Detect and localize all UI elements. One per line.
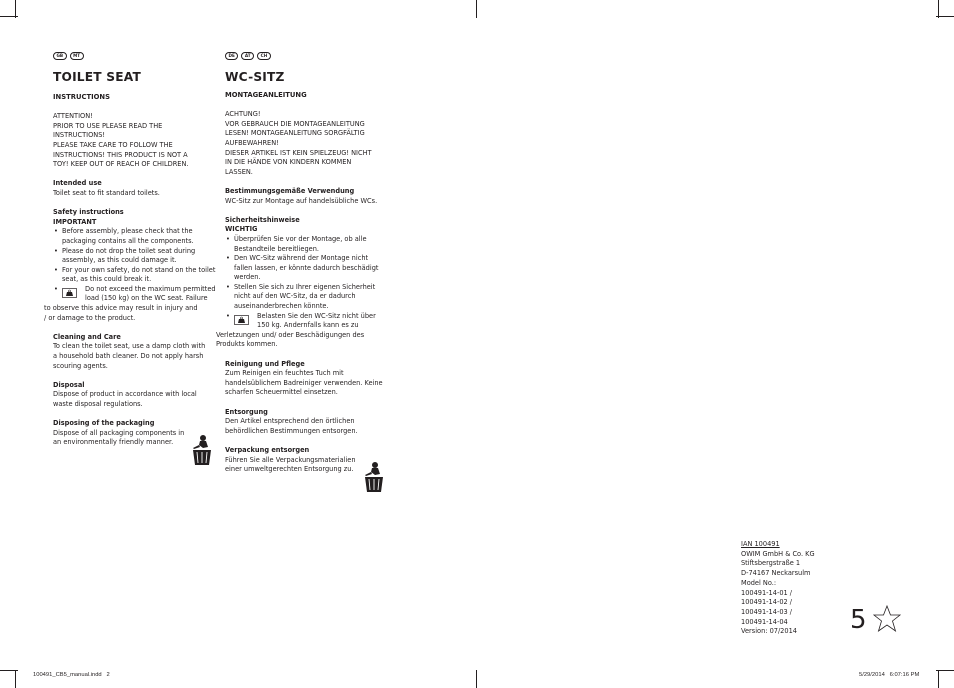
country-flags (225, 52, 390, 62)
cleaning-line: a household bath cleaner. Do not apply harsh (53, 352, 204, 361)
cleaning-heading: Cleaning and Care (53, 332, 121, 341)
list-item (53, 247, 218, 266)
crop-mark (936, 16, 954, 17)
warning-line: INSTRUCTIONS! (53, 131, 106, 140)
country-badge: CH (257, 52, 271, 60)
country-badge: GB (53, 52, 67, 60)
trash-bin-icon (190, 434, 214, 466)
list-item-line: Bestandteile bereitliegen. (234, 244, 319, 253)
section-title: TOILET SEAT (53, 70, 141, 84)
list-item-line: werden. (234, 273, 261, 282)
warning-line: IN DIE HÄNDE VON KINDERN KOMMEN (225, 158, 352, 167)
english-column (44, 52, 218, 448)
imprint (741, 540, 815, 637)
imprint-line: Version: 07/2014 (741, 627, 797, 636)
imprint-line: OWIM GmbH & Co. KG (741, 549, 815, 558)
country-badge: AT (241, 52, 254, 60)
weight-warning-icon (62, 288, 77, 298)
packaging-heading: Disposing of the packaging (53, 419, 155, 428)
list-item-line: auseinanderbrechen könnte. (234, 302, 329, 311)
warning-line: LESEN! MONTAGEANLEITUNG SORGFÄLTIG (225, 129, 365, 138)
imprint-line: 100491-14-02 / (741, 598, 793, 607)
section-subtitle: INSTRUCTIONS (53, 93, 111, 101)
crop-mark (936, 670, 954, 671)
list-item-line: • Überprüfen Sie vor der Montage, ob alle (234, 234, 367, 243)
intended-use-text: WC-Sitz zur Montage auf handelsübliche WCs. (225, 196, 378, 205)
intended-use-text: Toilet seat to fit standard toilets. (53, 188, 160, 197)
intended-use-heading: Intended use (53, 179, 102, 188)
imprint-line: 100491-14-03 / (741, 607, 793, 616)
warning-line: VOR GEBRAUCH DIE MONTAGEANLEITUNG (225, 119, 365, 128)
list-item-line: Verletzungen und/ oder Beschädigungen des (216, 330, 365, 339)
list-item-line: / or damage to the product. (44, 313, 136, 322)
list-item-line: • Do not exceed the maximum permitted (85, 284, 216, 293)
cleaning-heading: Reinigung und Pflege (225, 359, 305, 368)
safety-heading: Sicherheitshinweise (225, 215, 300, 224)
cleaning-line: Zum Reinigen ein feuchtes Tuch mit (225, 369, 344, 378)
list-item-line: load (150 kg) on the WC seat. Failure (85, 294, 208, 303)
list-item (225, 235, 390, 254)
imprint-line: IAN 100491 (741, 540, 780, 548)
list-item-line: • Belasten Sie den WC-Sitz nicht über (257, 311, 376, 320)
crop-mark (0, 16, 18, 17)
imprint-line: 100491-14-01 / (741, 588, 793, 597)
safety-heading: Safety instructions (53, 208, 124, 217)
warning-line: TOY! KEEP OUT OF REACH OF CHILDREN. (53, 160, 189, 169)
list-item-line: • Stellen Sie sich zu Ihrer eigenen Sicherheit (234, 282, 376, 291)
list-item (225, 283, 390, 312)
list-item-line: Produkts kommen. (216, 340, 278, 349)
list-item-line: • Before assembly, please check that the (62, 227, 193, 236)
intended-use-heading: Bestimmungsgemäße Verwendung (225, 186, 355, 195)
list-item (225, 254, 390, 283)
list-item-weight (216, 311, 390, 350)
list-item (53, 227, 218, 246)
crop-mark (938, 670, 939, 688)
list-item-line: 150 kg. Andernfalls kann es zu (257, 321, 359, 330)
disposal-heading: Disposal (53, 380, 85, 389)
section-title: WC-SITZ (225, 70, 285, 84)
crop-mark (0, 670, 18, 671)
disposal-line: Den Artikel entsprechend den örtlichen (225, 417, 355, 426)
cleaning-line: scharfen Scheuermittel einsetzen. (225, 388, 338, 397)
list-item-weight (44, 284, 218, 323)
weight-warning-icon (234, 315, 249, 325)
country-badge: MT (70, 52, 84, 60)
list-item-line: packaging contains all the components. (62, 236, 194, 245)
disposal-heading: Entsorgung (225, 407, 268, 416)
imprint-line: 100491-14-04 (741, 617, 788, 626)
print-timestamp: 5/29/2014 6:07:16 PM (859, 672, 920, 678)
list-item-line: • For your own safety, do not stand on the toilet (62, 265, 216, 274)
important-label: WICHTIG (225, 225, 258, 234)
fold-mark (476, 670, 477, 688)
list-item-line: seat, as this could break it. (62, 275, 152, 284)
packaging-heading: Verpackung entsorgen (225, 445, 310, 454)
warning-line: PLEASE TAKE CARE TO FOLLOW THE (53, 140, 173, 149)
warning-line: LASSEN. (225, 167, 253, 176)
warning-line: PRIOR TO USE PLEASE READ THE (53, 121, 163, 130)
list-item-line: to observe this advice may result in injury and (44, 304, 198, 313)
packaging-line: Dispose of all packaging components in (53, 428, 185, 437)
list-item-line: fallen lassen, er könnte dadurch beschädigt (234, 263, 379, 272)
list-item-line: • Please do not drop the toilet seat during (62, 246, 196, 255)
warning-line: ATTENTION! (53, 112, 93, 121)
trash-bin-icon (362, 461, 386, 493)
cleaning-line: handelsüblichem Badreiniger verwenden. Keine (225, 378, 383, 387)
country-badge: DE (225, 52, 238, 60)
warning-line: ACHTUNG! (225, 110, 261, 119)
packaging-line: Führen Sie alle Verpackungsmaterialien (225, 455, 356, 464)
imprint-line: Model No.: (741, 578, 777, 587)
cleaning-line: scouring agents. (53, 361, 108, 370)
crop-mark (15, 670, 16, 688)
safety-list (216, 234, 390, 350)
disposal-line: waste disposal regulations. (53, 400, 143, 408)
file-slug: 100491_CB5_manual.indd 2 (33, 672, 110, 678)
warning-line: DIESER ARTIKEL IST KEIN SPIELZEUG! NICHT (225, 148, 372, 157)
safety-list (44, 227, 218, 323)
packaging-line: einer umweltgerechten Entsorgung zu. (225, 465, 354, 474)
star-icon (871, 604, 903, 636)
disposal-line: behördlichen Bestimmungen entsorgen. (225, 426, 358, 435)
packaging-line: an environmentally friendly manner. (53, 438, 174, 447)
section-subtitle: MONTAGEANLEITUNG (225, 91, 307, 99)
warning-line: INSTRUCTIONS! THIS PRODUCT IS NOT A (53, 150, 188, 159)
page-number: 5 (850, 605, 867, 635)
list-item-line: nicht auf den WC-Sitz, da er dadurch (234, 292, 356, 301)
german-column (216, 52, 390, 475)
imprint-line: Stiftsbergstraße 1 (741, 559, 801, 568)
list-item (53, 266, 218, 285)
imprint-line: D-74167 Neckarsulm (741, 569, 811, 578)
list-item-line: • Den WC-Sitz während der Montage nicht (234, 254, 369, 263)
warning-line: AUFBEWAHREN! (225, 138, 279, 147)
important-label: IMPORTANT (53, 217, 97, 226)
cleaning-line: To clean the toilet seat, use a damp cloth with (53, 342, 206, 351)
disposal-line: Dispose of product in accordance with local (53, 390, 197, 399)
fold-mark (476, 0, 477, 18)
country-flags (53, 52, 218, 62)
list-item-line: assembly, as this could damage it. (62, 256, 177, 265)
